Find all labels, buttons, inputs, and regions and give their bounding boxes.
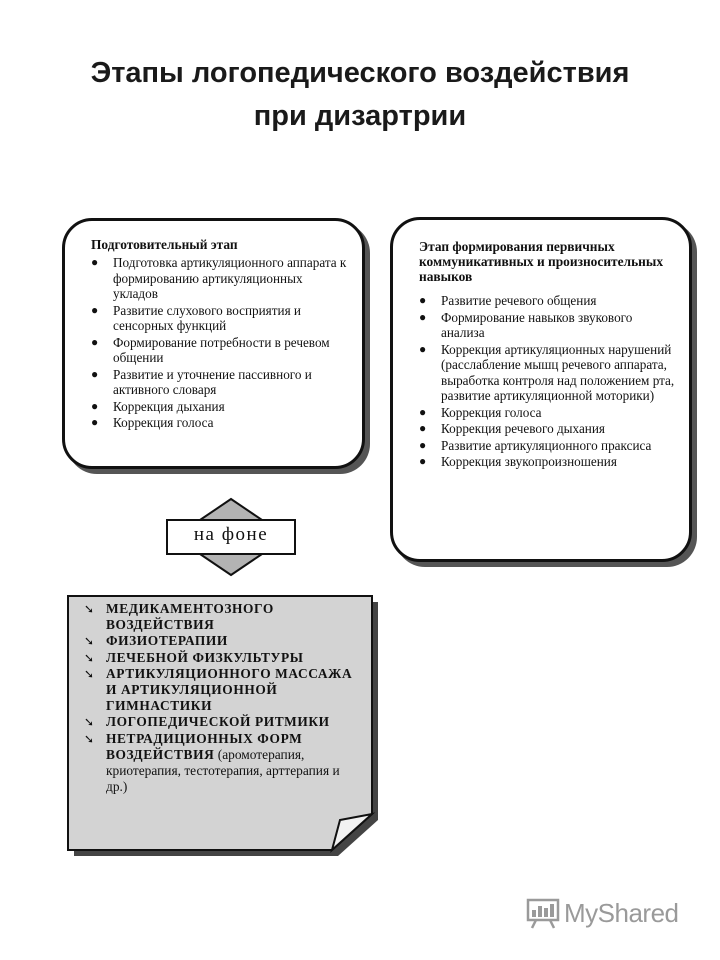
primary-skills-stage-list — [419, 293, 679, 470]
list-item: ● Развитие и уточнение пассивного и активного словаря — [91, 366, 312, 397]
list-item: ● Подготовка артикуляционного аппарата к формированию артикуляционных укладов — [91, 255, 347, 301]
list-item: ● Коррекция звукопроизношения — [419, 454, 617, 469]
arrow-bullet-icon: ➘ — [84, 731, 95, 746]
list-item: ● Коррекция речевого дыхания — [419, 421, 605, 436]
bullet-icon: ● — [419, 454, 427, 468]
list-item: ● Коррекция артикуляционных нарушений (расслабление мышц речевого аппарата, выработка контроля над положением рта, развитие артикуляционной моторики) — [419, 341, 675, 403]
bullet-icon: ● — [419, 404, 427, 419]
arrow-bullet-icon: ➘ — [84, 634, 95, 649]
list-item: ➘ АРТИКУЛЯЦИОННОГО МАССАЖА И АРТИКУЛЯЦИОННОЙ ГИМНАСТИКИ — [84, 665, 353, 714]
bullet-icon: ● — [91, 255, 99, 269]
bullet-icon: ● — [91, 302, 99, 317]
list-item: ➘ НЕТРАДИЦИОННЫХ ФОРМ ВОЗДЕЙСТВИЯ (аромотерапия, криотерапия, тестотерапия, арттерапия и др.) — [84, 730, 340, 795]
arrow-bullet-icon: ➘ — [84, 715, 95, 730]
primary-skills-stage-title: Этап формирования первичных коммуникативных и произносительных навыков — [419, 239, 664, 284]
bullet-icon: ● — [419, 341, 427, 356]
title-line-2: при дизартрии — [253, 100, 467, 132]
presentation-board-icon — [526, 896, 560, 930]
list-item: ● Развитие речевого общения — [419, 293, 597, 308]
logo-text: MyShared — [564, 897, 679, 928]
preparatory-stage-list — [91, 255, 350, 431]
arrow-label: на фоне — [193, 524, 269, 545]
primary-skills-stage-box — [390, 217, 692, 562]
title-line-1: Этапы логопедического воздействия — [90, 57, 630, 89]
list-item: ● Коррекция голоса — [91, 415, 214, 430]
list-item: ● Коррекция дыхания — [91, 398, 225, 414]
bullet-icon: ● — [419, 293, 427, 307]
list-item: ● Формирование потребности в речевом общении — [91, 334, 330, 365]
bullet-icon: ● — [419, 437, 427, 452]
list-item: ● Формирование навыков звукового анализа — [419, 309, 633, 340]
myshared-logo[interactable] — [526, 893, 679, 933]
list-item: ➘ ЛЕЧЕБНОЙ ФИЗКУЛЬТУРЫ — [84, 649, 304, 665]
list-item: ● Развитие слухового восприятия и сенсорных функций — [91, 302, 301, 333]
background-therapies-list — [84, 601, 354, 795]
methods-note: (аромотерапия, криотерапия, тестотерапия, арттерапия и др.) — [106, 746, 340, 795]
bullet-icon: ● — [91, 398, 99, 413]
list-item: ➘ ФИЗИОТЕРАПИИ — [84, 633, 228, 649]
list-item: ● Коррекция голоса — [419, 404, 542, 420]
page-title — [0, 52, 720, 138]
list-item: ➘ ЛОГОПЕДИЧЕСКОЙ РИТМИКИ — [84, 714, 330, 730]
preparatory-stage-box — [62, 218, 365, 469]
list-item: ➘ МЕДИКАМЕНТОЗНОГО ВОЗДЕЙСТВИЯ — [84, 601, 274, 633]
bullet-icon: ● — [419, 309, 427, 324]
bullet-icon: ● — [91, 334, 99, 349]
arrow-bullet-icon: ➘ — [84, 602, 95, 616]
bullet-icon: ● — [91, 366, 99, 381]
preparatory-stage-title: Подготовительный этап — [91, 237, 238, 252]
list-item: ● Развитие артикуляционного праксиса — [419, 437, 652, 453]
bullet-icon: ● — [91, 415, 99, 429]
arrow-bullet-icon: ➘ — [84, 666, 95, 681]
bullet-icon: ● — [419, 421, 427, 435]
arrow-bullet-icon: ➘ — [84, 650, 95, 665]
